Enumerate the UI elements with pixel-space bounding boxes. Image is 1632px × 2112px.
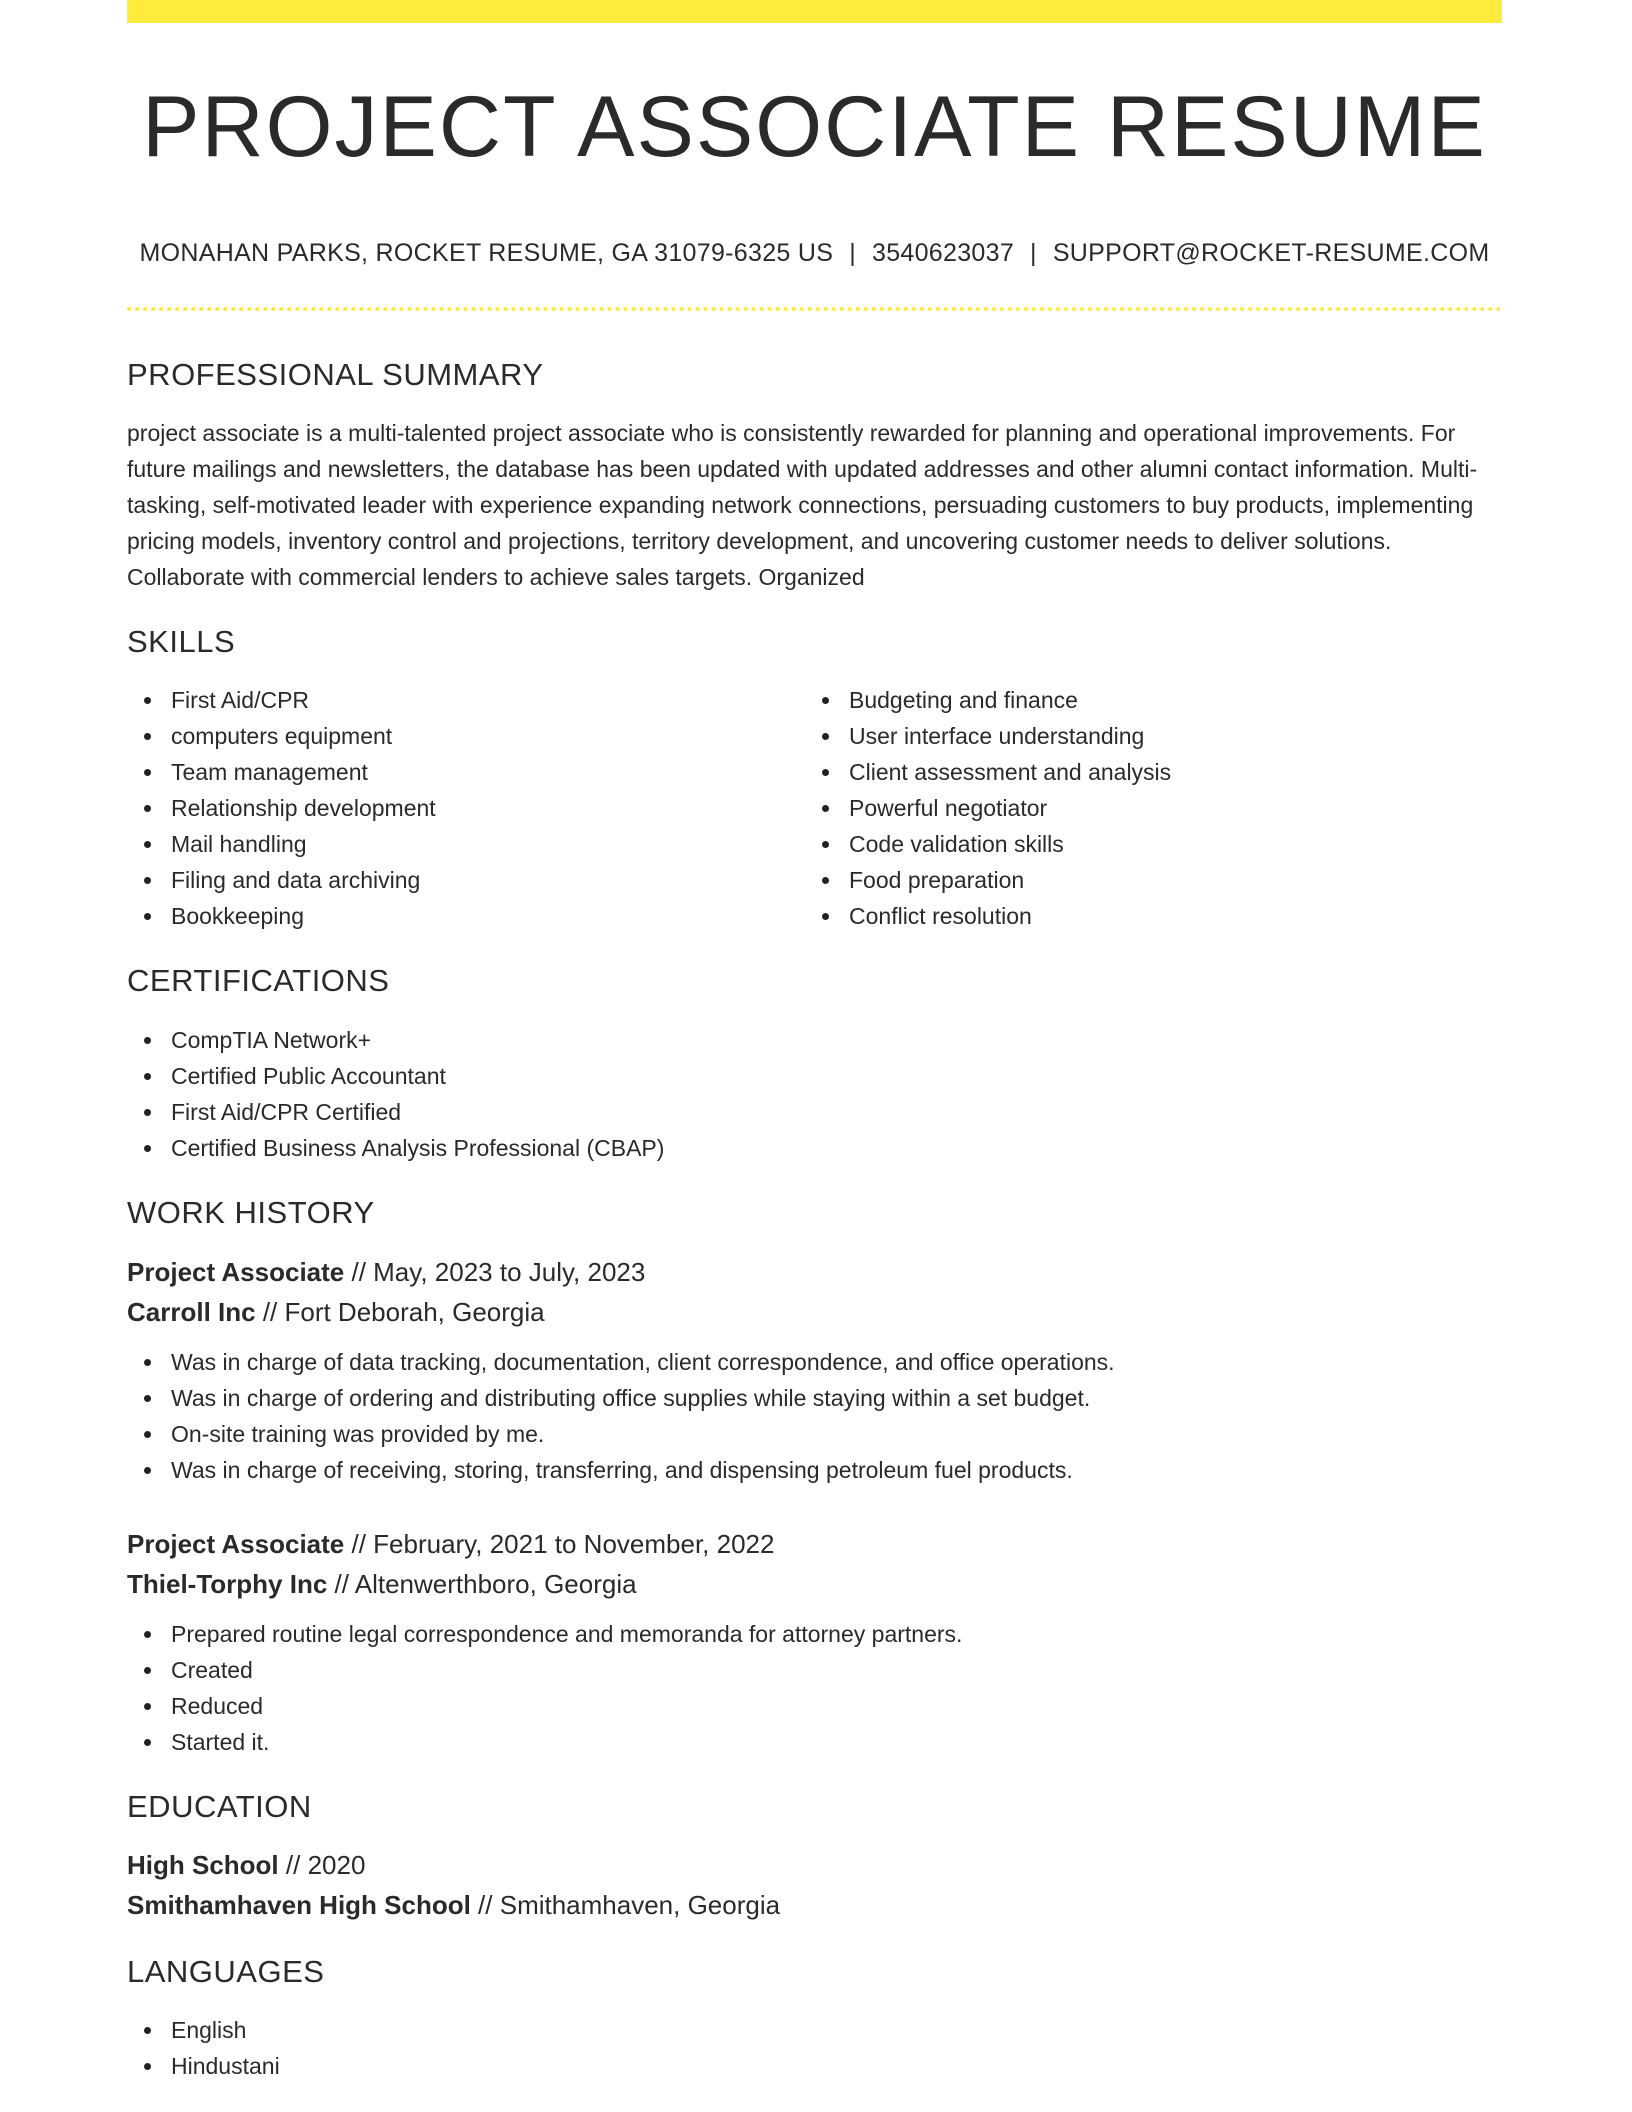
dotted-divider <box>127 307 1502 311</box>
skill-item: Powerful negotiator <box>805 790 1405 826</box>
summary-text: project associate is a multi-talented project associate who is consistently rewarded for planning and operational improvements. For future mailings and newsletters, the database has been updated with updated addresses and other alumni contact information. Multi-tasking, self-motivated leader with experience expanding network connections, persuading customers to buy products, implementing pricing models, inventory control and projections, territory development, and uncovering customer needs to deliver solutions. Collaborate with commercial lenders to achieve sales targets. Organized <box>127 420 1478 591</box>
skill-item: Client assessment and analysis <box>805 754 1405 790</box>
job-duty-item: Was in charge of receiving, storing, transferring, and dispensing petroleum fuel products. <box>127 1452 1502 1488</box>
contact-email: SUPPORT@ROCKET-RESUME.COM <box>1052 239 1490 267</box>
certification-item: Certified Public Accountant <box>127 1058 1502 1094</box>
skill-item: Bookkeeping <box>127 898 805 934</box>
job-entry <box>127 1524 1502 1760</box>
education-entry <box>127 1845 1502 1925</box>
languages-list <box>127 2012 1502 2084</box>
job-duty-item: Was in charge of data tracking, documentation, client correspondence, and office operations. <box>127 1344 1502 1380</box>
job-duty-item: Started it. <box>127 1724 1502 1760</box>
resume-title: PROJECT ASSOCIATE RESUME <box>142 79 1487 175</box>
job-location: // Fort Deborah, Georgia <box>255 1296 545 1327</box>
job-duty-item: On-site training was provided by me. <box>127 1416 1502 1452</box>
education-degree-line <box>127 1845 1502 1885</box>
education-location: // Smithamhaven, Georgia <box>470 1889 781 1920</box>
top-accent-bar <box>127 0 1502 23</box>
skill-item: Team management <box>127 754 805 790</box>
job-entry <box>127 1252 1502 1488</box>
certification-item: CompTIA Network+ <box>127 1022 1502 1058</box>
section-heading-certifications: CERTIFICATIONS <box>127 963 390 999</box>
contact-line <box>127 239 1502 268</box>
skill-item: Food preparation <box>805 862 1405 898</box>
skill-item: Conflict resolution <box>805 898 1405 934</box>
section-heading-work-history: WORK HISTORY <box>127 1194 375 1230</box>
skills-list-left <box>127 682 805 934</box>
skills-list-right <box>805 682 1405 934</box>
job-duty-item: Reduced <box>127 1688 1502 1724</box>
job-duty-item: Created <box>127 1652 1502 1688</box>
skill-item: User interface understanding <box>805 718 1405 754</box>
contact-separator: | <box>849 239 856 267</box>
contact-separator: | <box>1030 239 1037 267</box>
job-location: // Altenwerthboro, Georgia <box>327 1568 637 1599</box>
job-duties-list <box>127 1344 1502 1488</box>
job-title: Project Associate <box>127 1256 345 1287</box>
job-title: Project Associate <box>127 1528 345 1559</box>
skill-item: Mail handling <box>127 826 805 862</box>
job-title-line <box>127 1524 1502 1564</box>
language-item: Hindustani <box>127 2048 1502 2084</box>
job-duties-list <box>127 1616 1502 1760</box>
skill-item: Relationship development <box>127 790 805 826</box>
certifications-list <box>127 1022 1502 1166</box>
education-degree: High School <box>127 1849 279 1880</box>
skill-item: computers equipment <box>127 718 805 754</box>
job-company-line <box>127 1564 1502 1604</box>
resume-page <box>127 0 1502 2084</box>
job-title-line <box>127 1252 1502 1292</box>
skill-item: Filing and data archiving <box>127 862 805 898</box>
section-heading-education: EDUCATION <box>127 1788 312 1824</box>
contact-phone: 3540623037 <box>871 239 1015 267</box>
section-heading-languages: LANGUAGES <box>127 1953 325 1989</box>
job-duty-item: Prepared routine legal correspondence and memoranda for attorney partners. <box>127 1616 1502 1652</box>
job-dates: // May, 2023 to July, 2023 <box>344 1256 646 1287</box>
skill-item: First Aid/CPR <box>127 682 805 718</box>
language-item: English <box>127 2012 1502 2048</box>
certification-item: Certified Business Analysis Professional (CBAP) <box>127 1130 1502 1166</box>
job-company: Carroll Inc <box>127 1296 256 1327</box>
certification-item: First Aid/CPR Certified <box>127 1094 1502 1130</box>
skill-item: Budgeting and finance <box>805 682 1405 718</box>
skills-columns <box>127 682 1502 934</box>
education-school-line <box>127 1885 1502 1925</box>
job-company: Thiel-Torphy Inc <box>127 1568 328 1599</box>
job-dates: // February, 2021 to November, 2022 <box>344 1528 775 1559</box>
contact-address: MONAHAN PARKS, ROCKET RESUME, GA 31079-6325 US <box>139 239 834 267</box>
job-duty-item: Was in charge of ordering and distributing office supplies while staying within a set budget. <box>127 1380 1502 1416</box>
section-heading-summary: PROFESSIONAL SUMMARY <box>127 357 544 392</box>
education-school: Smithamhaven High School <box>127 1889 471 1920</box>
education-year: // 2020 <box>278 1849 366 1880</box>
section-heading-skills: SKILLS <box>127 624 236 660</box>
job-company-line <box>127 1292 1502 1332</box>
skill-item: Code validation skills <box>805 826 1405 862</box>
